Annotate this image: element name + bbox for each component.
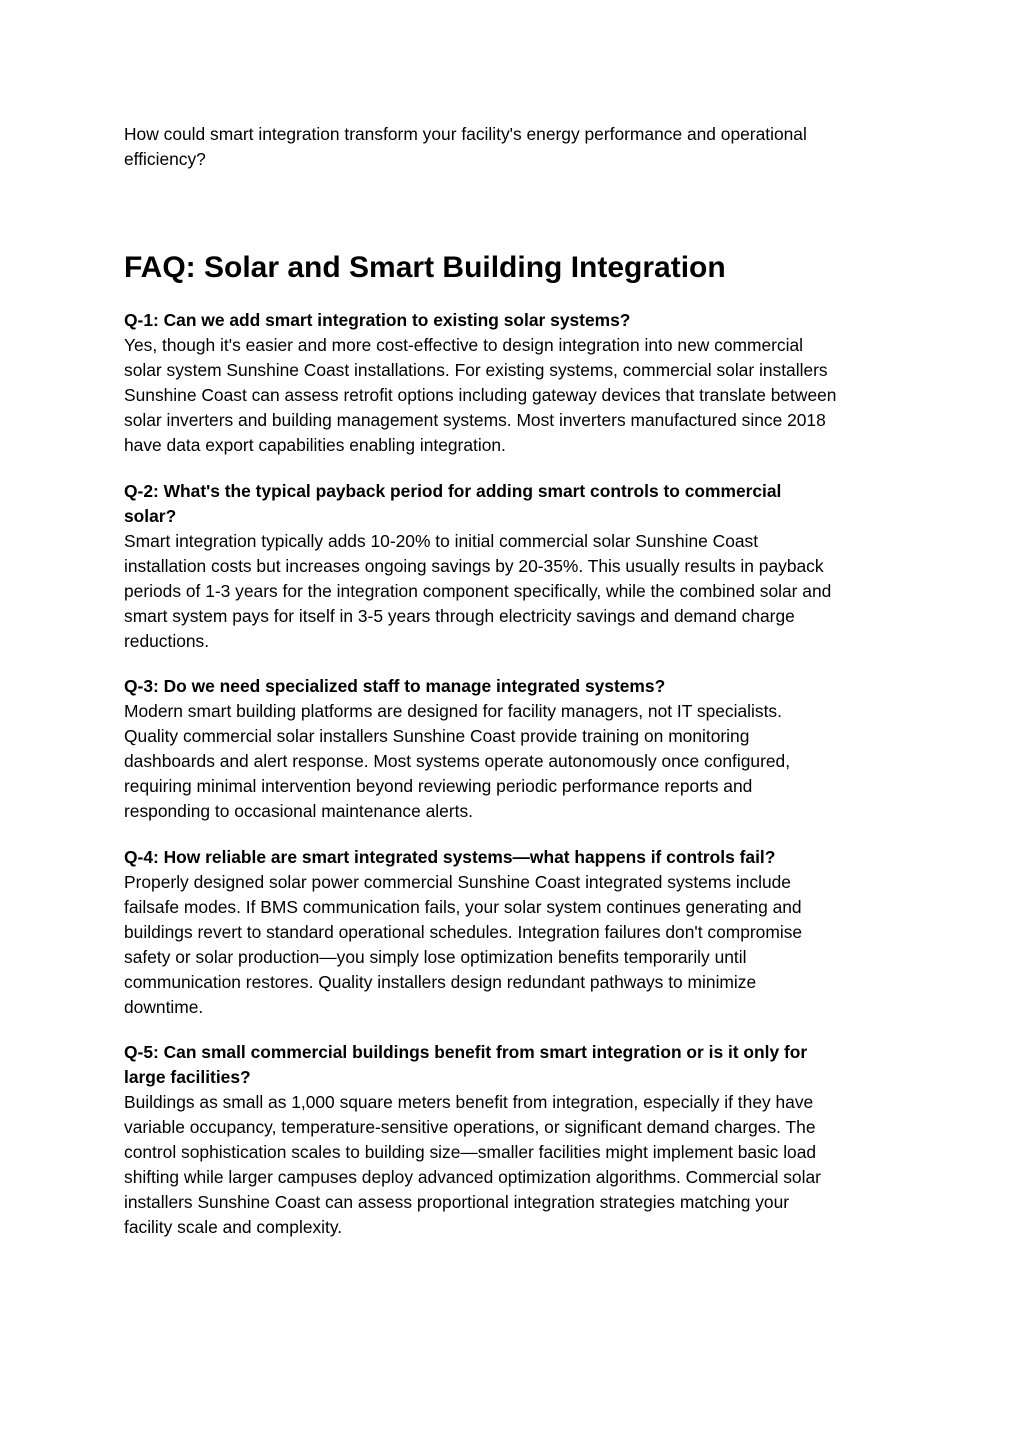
intro-line: efficiency? (124, 149, 206, 169)
faq-answer: periods of 1-3 years for the integration component specifically, while the combined solar and (124, 581, 832, 601)
faq-item (124, 845, 924, 1020)
faq-question: Q-1: Can we add smart integration to existing solar systems? (124, 310, 631, 330)
faq-answer: reductions. (124, 631, 210, 651)
faq-answer: safety or solar production—you simply lose optimization benefits temporarily until (124, 947, 747, 967)
faq-item (124, 308, 924, 458)
faq-question: large facilities? (124, 1067, 251, 1087)
faq-question: solar? (124, 506, 177, 526)
faq-answer: Sunshine Coast can assess retrofit options including gateway devices that translate between (124, 385, 837, 405)
faq-item (124, 479, 924, 654)
faq-answer: failsafe modes. If BMS communication fails, your solar system continues generating and (124, 897, 802, 917)
faq-answer: smart system pays for itself in 3-5 years through electricity savings and demand charge (124, 606, 795, 626)
faq-answer: Quality commercial solar installers Sunshine Coast provide training on monitoring (124, 726, 750, 746)
faq-question: Q-2: What's the typical payback period for adding smart controls to commercial (124, 481, 782, 501)
page-title: FAQ: Solar and Smart Building Integration (124, 251, 726, 284)
faq-question: Q-3: Do we need specialized staff to manage integrated systems? (124, 676, 666, 696)
faq-answer: Properly designed solar power commercial Sunshine Coast integrated systems include (124, 872, 791, 892)
faq-answer: shifting while larger campuses deploy advanced optimization algorithms. Commercial solar (124, 1167, 821, 1187)
faq-answer: responding to occasional maintenance alerts. (124, 801, 473, 821)
faq-answer: communication restores. Quality installers design redundant pathways to minimize (124, 972, 757, 992)
faq-question: Q-5: Can small commercial buildings benefit from smart integration or is it only for (124, 1042, 808, 1062)
faq-item (124, 1040, 924, 1240)
faq-item (124, 674, 924, 824)
faq-answer: buildings revert to standard operational schedules. Integration failures don't compromise (124, 922, 803, 942)
intro-line: How could smart integration transform your facility's energy performance and operational (124, 124, 807, 144)
faq-answer: dashboards and alert response. Most systems operate autonomously once configured, (124, 751, 791, 771)
faq-question: Q-4: How reliable are smart integrated systems—what happens if controls fail? (124, 847, 776, 867)
faq-answer: control sophistication scales to building size—smaller facilities might implement basic load (124, 1142, 817, 1162)
faq-answer: installation costs but increases ongoing savings by 20-35%. This usually results in payback (124, 556, 824, 576)
faq-answer: variable occupancy, temperature-sensitive operations, or significant demand charges. The (124, 1117, 816, 1137)
faq-answer: Yes, though it's easier and more cost-effective to design integration into new commercial (124, 335, 804, 355)
faq-answer: Buildings as small as 1,000 square meters benefit from integration, especially if they have (124, 1092, 814, 1112)
faq-answer: requiring minimal intervention beyond reviewing periodic performance reports and (124, 776, 753, 796)
faq-answer: Modern smart building platforms are designed for facility managers, not IT specialists. (124, 701, 782, 721)
faq-answer: downtime. (124, 997, 204, 1017)
faq-answer: have data export capabilities enabling integration. (124, 435, 506, 455)
intro-paragraph (124, 122, 924, 172)
faq-answer: solar system Sunshine Coast installations. For existing systems, commercial solar installers (124, 360, 828, 380)
faq-answer: solar inverters and building management systems. Most inverters manufactured since 2018 (124, 410, 826, 430)
faq-answer: installers Sunshine Coast can assess proportional integration strategies matching your (124, 1192, 790, 1212)
faq-answer: Smart integration typically adds 10-20% to initial commercial solar Sunshine Coast (124, 531, 759, 551)
faq-answer: facility scale and complexity. (124, 1217, 343, 1237)
